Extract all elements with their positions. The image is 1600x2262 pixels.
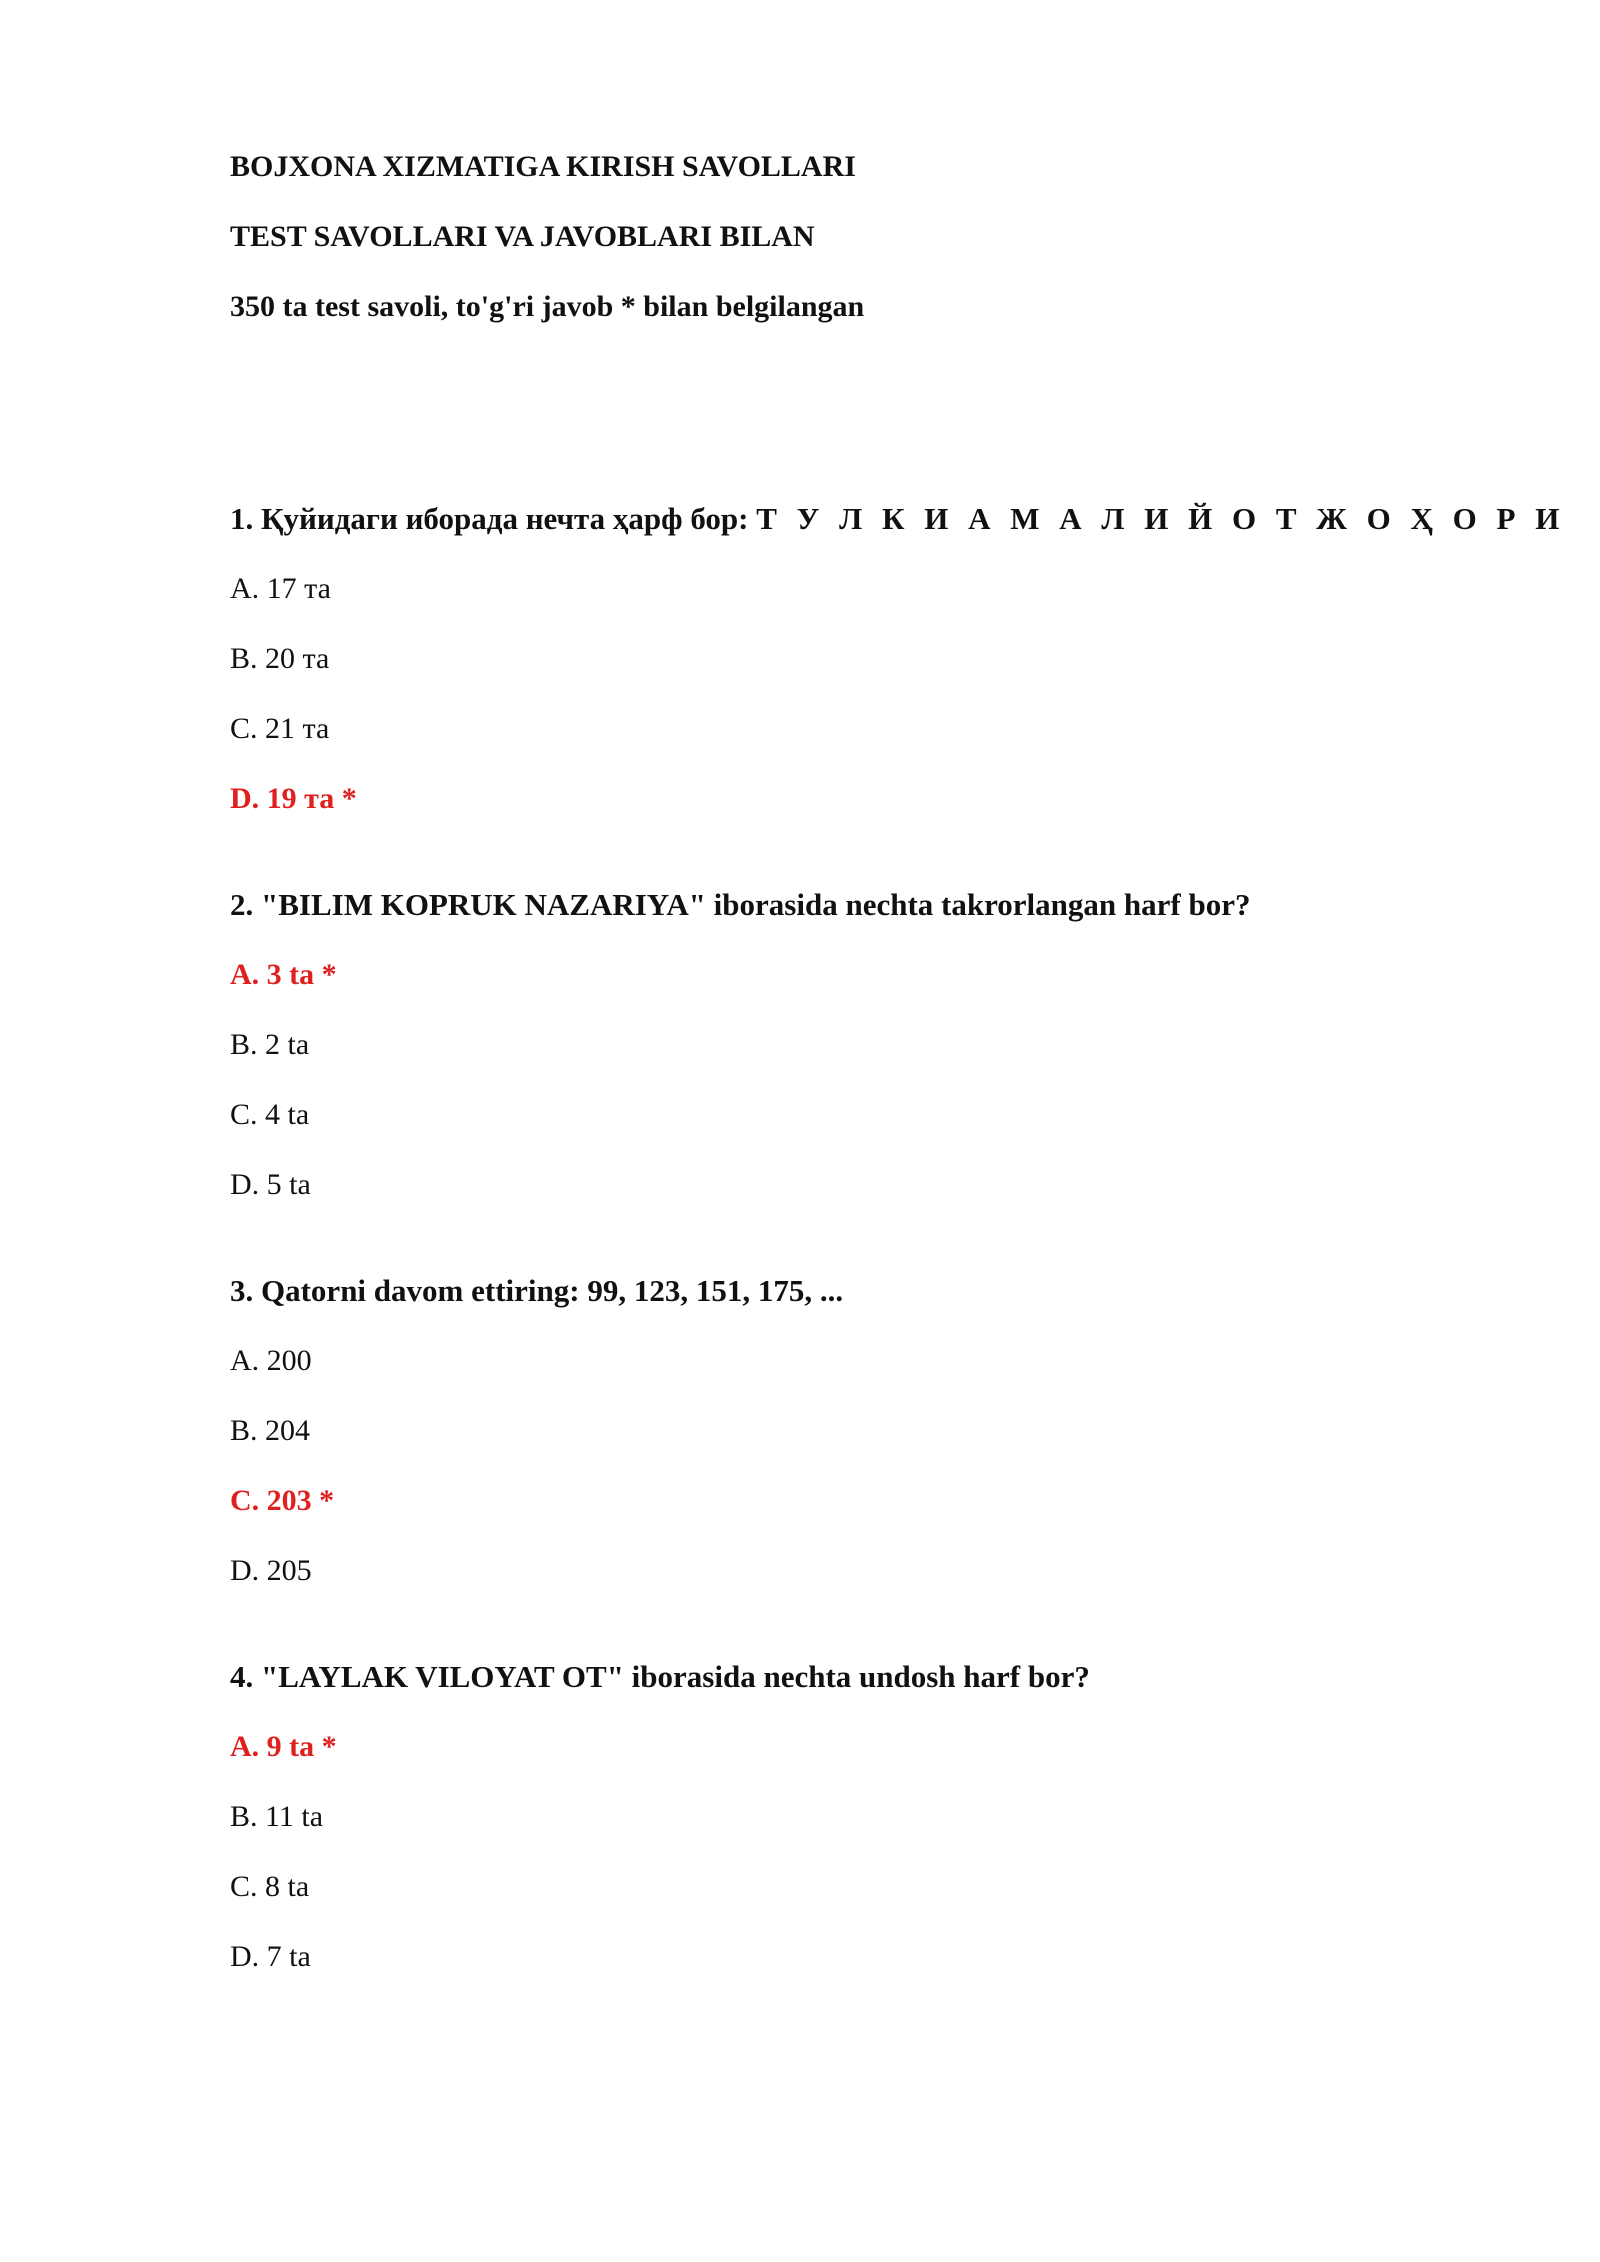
question-list	[230, 502, 1565, 2046]
question-text	[230, 502, 1565, 536]
answer-option-a-correct: A. 9 ta *	[230, 1730, 337, 1763]
document-header	[230, 150, 864, 360]
answer-option-d: D. 205	[230, 1554, 312, 1587]
answer-option-c: C. 4 ta	[230, 1098, 310, 1131]
question-text: 3. Qatorni davom ettiring: 99, 123, 151, 175, ...	[230, 1273, 844, 1308]
answer-option-c-correct: C. 203 *	[230, 1484, 335, 1517]
question-letters: Т У Л К И А М А Л И Й О Т Ж О Ҳ О Р И	[756, 501, 1566, 536]
answer-option-b: B. 11 ta	[230, 1800, 324, 1833]
header-subtitle: TEST SAVOLLARI VA JAVOBLARI BILAN	[230, 220, 815, 253]
question-prompt: 1. Қуйидаги иборада нечта ҳарф бор:	[230, 501, 749, 536]
answer-option-d: D. 7 ta	[230, 1940, 311, 1973]
answer-option-b: B. 20 та	[230, 642, 330, 675]
answer-option-a: A. 17 та	[230, 572, 331, 605]
question-2	[230, 888, 1565, 1202]
answer-option-c: C. 8 ta	[230, 1870, 310, 1903]
answer-option-b: B. 2 ta	[230, 1028, 310, 1061]
question-text: 4. "LAYLAK VILOYAT OT" iborasida nechta undosh harf bor?	[230, 1659, 1090, 1694]
question-3	[230, 1274, 1565, 1588]
question-4	[230, 1660, 1565, 1974]
header-note: 350 ta test savoli, to'g'ri javob * bilan belgilangan	[230, 290, 865, 323]
question-1	[230, 502, 1565, 816]
header-title: BOJXONA XIZMATIGA KIRISH SAVOLLARI	[230, 150, 856, 183]
answer-option-a: A. 200	[230, 1344, 312, 1377]
question-text: 2. "BILIM KOPRUK NAZARIYA" iborasida nechta takrorlangan harf bor?	[230, 887, 1251, 922]
answer-option-a-correct: A. 3 ta *	[230, 958, 337, 991]
answer-option-d: D. 5 ta	[230, 1168, 311, 1201]
answer-option-c: C. 21 та	[230, 712, 330, 745]
answer-option-b: B. 204	[230, 1414, 311, 1447]
answer-option-d-correct: D. 19 та *	[230, 782, 357, 815]
